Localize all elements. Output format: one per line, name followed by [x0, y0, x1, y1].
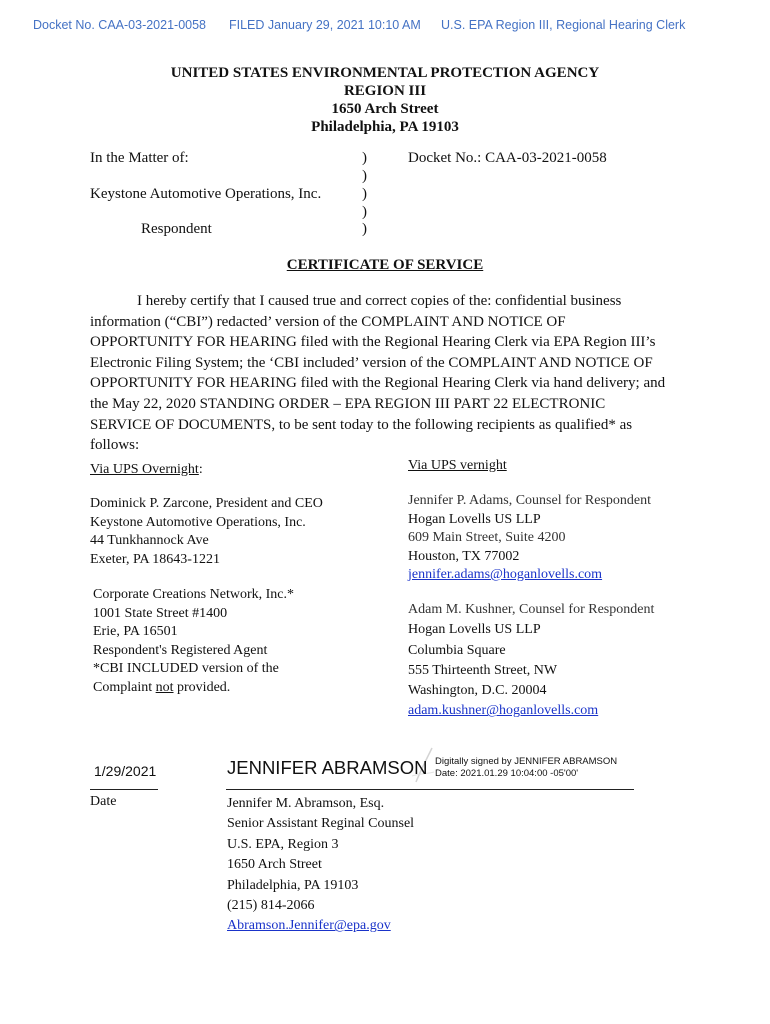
recipient-line: Exeter, PA 18643-1221: [90, 551, 220, 567]
recipient-line: Erie, PA 16501: [93, 624, 178, 639]
recipient-firm: Hogan Lovells US LLP: [408, 511, 541, 527]
certificate-line: Electronic Filing System; the ‘CBI included’ version of the COMPLAINT AND NOTICE OF: [90, 354, 653, 371]
complaint-text: Complaint: [93, 679, 156, 695]
recipient-line: 1001 State Street #1400: [93, 605, 228, 621]
recipient-city: Houston, TX 77002: [408, 548, 520, 564]
signer-line: 1650 Arch Street: [227, 857, 322, 873]
provided-text: provided.: [173, 679, 231, 695]
recipient-building: Columbia Square: [408, 642, 506, 658]
recipient-zarcone: [90, 495, 323, 569]
agency-region: REGION III: [343, 83, 427, 99]
recipient-email-link[interactable]: jennifer.adams@hoganlovells.com: [408, 567, 603, 582]
not-text: not: [155, 679, 174, 695]
respondent-label: Respondent: [141, 221, 212, 237]
certificate-line: information (“CBI”) redacted’ version of the COMPLAINT AND NOTICE OF: [90, 313, 566, 330]
recipient-kushner: [408, 600, 654, 722]
date-signature-line: [90, 789, 158, 790]
certificate-line: the May 22, 2020 STANDING ORDER – EPA REGION III PART 22 ELECTRONIC: [90, 395, 606, 412]
caption-paren: ): [362, 204, 367, 220]
signer-signature-line: [226, 789, 634, 790]
left-via-heading: [90, 462, 203, 478]
agency-name: UNITED STATES ENVIRONMENTAL PROTECTION AGENCY: [170, 65, 600, 81]
recipient-name: Jennifer P. Adams, Counsel for Respondent: [408, 493, 652, 508]
respondent-name: Keystone Automotive Operations, Inc.: [90, 186, 322, 202]
caption-paren: ): [362, 150, 367, 166]
signer-line: (215) 814-2066: [227, 898, 315, 914]
date-label: Date: [90, 794, 117, 809]
certificate-body: [90, 291, 670, 456]
recipient-street: 555 Thirteenth Street, NW: [408, 662, 558, 678]
caption-paren: ): [362, 186, 367, 202]
recipient-line: 44 Tunkhannock Ave: [90, 533, 209, 548]
digital-signature-details: [435, 756, 617, 780]
signer-email-link[interactable]: Abramson.Jennifer@epa.gov: [227, 918, 391, 934]
recipient-line: *CBI INCLUDED version of the: [93, 661, 279, 676]
recipient-registered-agent: [93, 586, 294, 697]
right-via-heading: Via UPS vernight: [408, 458, 507, 473]
recipient-firm: Hogan Lovells US LLP: [408, 622, 541, 638]
recipient-adams: [408, 492, 651, 585]
recipient-city: Washington, D.C. 20004: [408, 683, 547, 699]
recipient-name: Adam M. Kushner, Counsel for Respondent: [408, 602, 655, 617]
digital-signature-name: JENNIFER ABRAMSON: [227, 757, 428, 778]
recipient-email-link[interactable]: adam.kushner@hoganlovells.com: [408, 703, 599, 719]
left-via-label: Via UPS Overnight: [90, 462, 199, 477]
certificate-line: I hereby certify that I caused true and correct copies of the: confidential business: [137, 293, 622, 309]
certificate-line: OPPORTUNITY FOR HEARING filed with the Regional Hearing Clerk via EPA Region III’s: [90, 334, 656, 351]
recipient-line: Corporate Creations Network, Inc.*: [93, 587, 294, 602]
digital-signed-by: Digitally signed by JENNIFER ABRAMSON: [435, 756, 618, 767]
signer-line: U.S. EPA, Region 3: [227, 836, 339, 852]
docket-label: Docket No.:: [408, 150, 482, 166]
docket-number: [408, 150, 607, 167]
docket-value: CAA-03-2021-0058: [485, 150, 607, 166]
agency-street: 1650 Arch Street: [331, 101, 439, 117]
certificate-title: CERTIFICATE OF SERVICE: [286, 257, 484, 273]
recipient-line: Respondent's Registered Agent: [93, 642, 268, 658]
signature-date-value: 1/29/2021: [94, 763, 157, 779]
recipient-street: 609 Main Street, Suite 4200: [408, 530, 566, 545]
filing-clerk-stamp: U.S. EPA Region III, Regional Hearing Clerk: [441, 18, 686, 32]
filing-date-stamp: FILED January 29, 2021 10:10 AM: [229, 18, 421, 32]
signer-line: Jennifer M. Abramson, Esq.: [227, 796, 385, 811]
recipient-line: [93, 679, 294, 698]
filing-docket-stamp: Docket No. CAA-03-2021-0058: [33, 18, 207, 32]
in-matter-label: In the Matter of:: [90, 150, 189, 166]
recipient-line: Dominick P. Zarcone, President and CEO: [90, 496, 323, 511]
signer-block: [227, 794, 414, 937]
recipient-line: Keystone Automotive Operations, Inc.: [90, 514, 306, 530]
certificate-line: follows:: [90, 437, 140, 454]
certificate-line: SERVICE OF DOCUMENTS, to be sent today to the following recipients as qualified* as: [90, 416, 633, 433]
signer-line: Philadelphia, PA 19103: [227, 877, 359, 893]
caption-paren: ): [362, 168, 367, 184]
digital-signed-date: Date: 2021.01.29 10:04:00 -05'00': [435, 768, 579, 779]
agency-city: Philadelphia, PA 19103: [311, 119, 459, 135]
caption-paren: ): [362, 221, 367, 237]
signer-line: Senior Assistant Reginal Counsel: [227, 816, 415, 832]
left-via-colon: :: [198, 462, 203, 477]
certificate-line: OPPORTUNITY FOR HEARING filed with the Regional Hearing Clerk via hand delivery; and: [90, 375, 666, 392]
